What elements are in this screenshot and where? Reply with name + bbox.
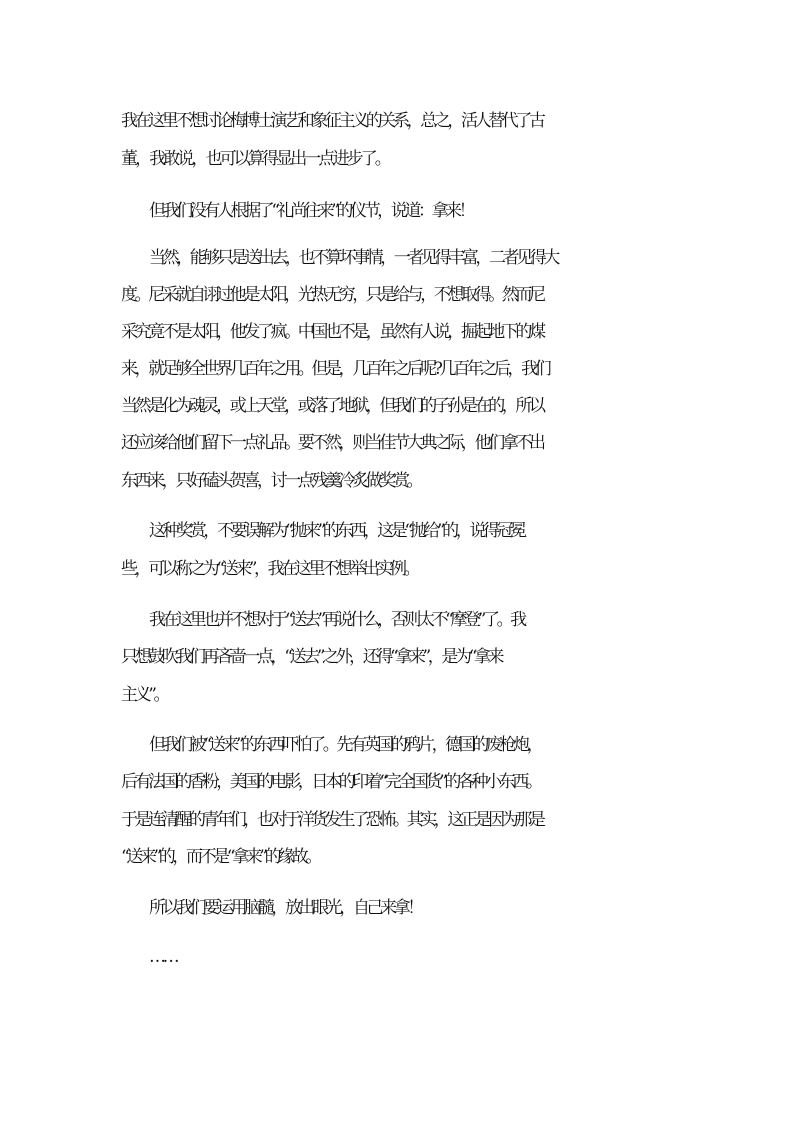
paragraph-6-line-1: 但我们被“送来”的东西吓怕了。先有英国的鸦片，德国的废枪炮， (149, 735, 541, 755)
paragraph-5-line-2: 只想鼓吹我们再吝啬一点，“送去”之外，还得“拿来”，是为“拿来 (121, 647, 502, 667)
paragraph-3-line-7: 东西来，只好磕头贺喜，讨一点残羹冷炙做奖赏。 (121, 471, 421, 491)
paragraph-3-line-5: 当然是化为魂灵，或上天堂，或落了地狱，但我们的子孙是在的，所以 (121, 396, 543, 416)
paragraph-6-line-2: 后有法国的香粉，美国的电影，日本的印着“完全国货”的各种小东西。 (121, 772, 540, 792)
paragraph-3-line-6: 还应该给他们留下一点礼品。要不然，则当佳节大典之际，他们拿不出 (121, 433, 543, 453)
paragraph-7-line-1: 所以我们要运用脑髓，放出眼光，自己来拿！ (149, 898, 421, 918)
paragraph-3-line-4: 来，就足够全世界几百年之用。但是，几百年之后呢?几百年之后，我们 (121, 359, 549, 379)
paragraph-4-line-1: 这种奖赏，不要误解为“抛来”的东西，这是“抛给”的，说得冠冕 (149, 521, 524, 541)
paragraph-5-line-3: 主义”。 (121, 685, 168, 705)
paragraph-1-line-2: 董，我敢说，也可以算得显出一点进步了。 (121, 149, 389, 169)
paragraph-3-line-1: 当然，能够只是送出去，也不算坏事情，一者见得丰富，二者见得大 (149, 248, 557, 268)
paragraph-1-line-1: 我在这里不想讨论梅博士演艺和象征主义的关系，总之，活人替代了古 (121, 111, 543, 131)
ellipsis-line: …… (149, 947, 177, 967)
paragraph-3-line-3: 采究竟不是太阳，他发了疯。中国也不是，虽然有人说，掘起地下的煤 (121, 322, 543, 342)
paragraph-3-line-2: 度。尼采就自诩过他是太阳，光热无穷，只是给与，不想取得。然而尼 (121, 285, 543, 305)
paragraph-6-line-3: 于是连清醒的青年们，也对于洋货发生了恐怖。其实，这正是因为那是 (121, 810, 543, 830)
paragraph-4-line-2: 些，可以称之为“送来”，我在这里不想举出实例。 (121, 559, 418, 579)
paragraph-2-line-1: 但我们没有人根据了“礼尚往来”的仪节，说道：拿来！ (149, 201, 473, 221)
paragraph-6-line-4: “送来”的，而不是“拿来”的缘故。 (121, 847, 319, 867)
paragraph-5-line-1: 我在这里也并不想对于“送去”再说什么，否则太不“摩登”了。我 (149, 610, 524, 630)
